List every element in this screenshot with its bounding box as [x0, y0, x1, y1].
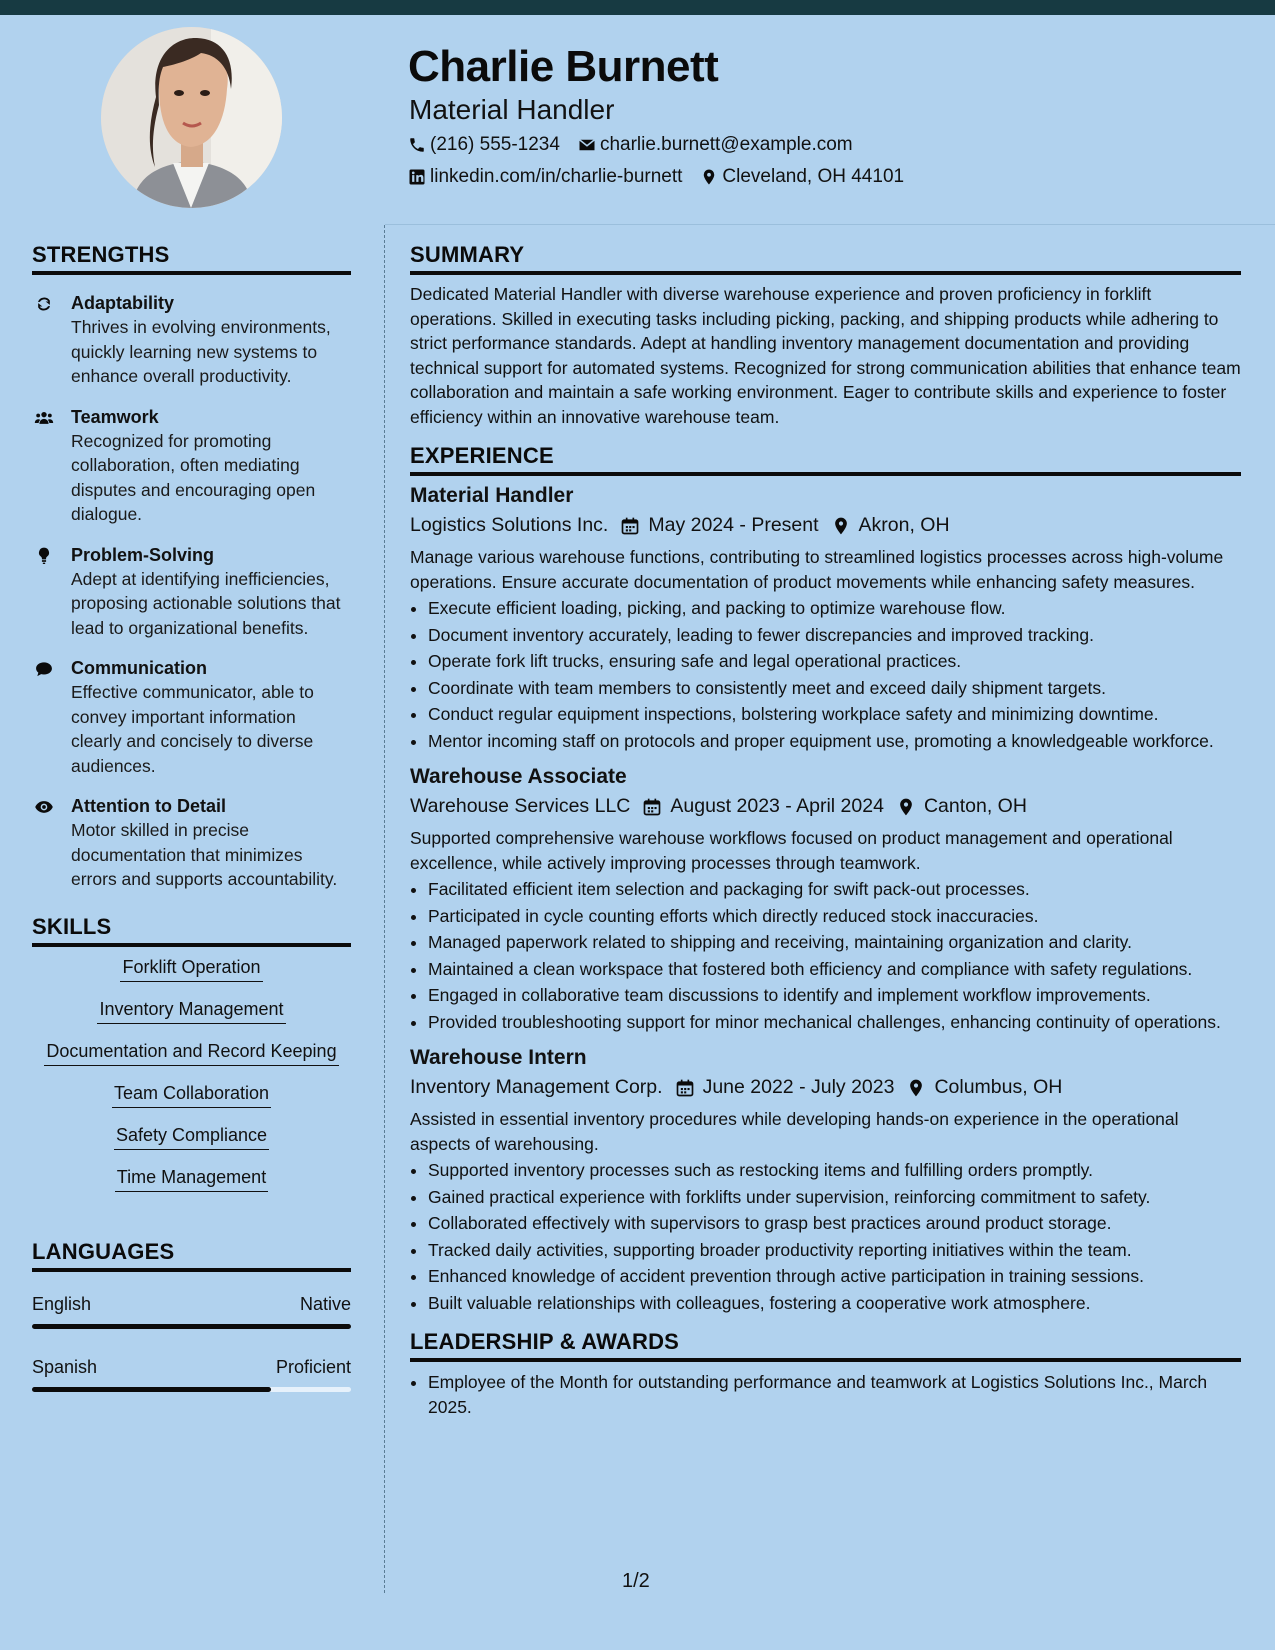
proficiency-bar — [32, 1387, 351, 1392]
strength-title: Adaptability — [71, 293, 175, 313]
strength-title: Problem-Solving — [71, 544, 215, 565]
map-pin-icon — [896, 797, 916, 817]
bullet-item: • Built valuable relationships with colleagues, fostering a cooperative work atmosphere. — [428, 1291, 1241, 1316]
email-contact[interactable] — [578, 134, 853, 156]
phone-contact[interactable] — [408, 134, 560, 156]
profile-photo — [101, 27, 282, 208]
header-divider — [385, 224, 1275, 225]
awards-list — [410, 1370, 1241, 1419]
contact-row-2 — [408, 166, 922, 188]
linkedin-icon — [408, 168, 426, 186]
job-entry — [410, 765, 1241, 1034]
skill-tag: Documentation and Record Keeping — [44, 1041, 338, 1066]
bullet-item: • Supported inventory processes such as restocking items and fulfilling orders promptly. — [428, 1158, 1241, 1183]
strength-item — [32, 292, 351, 389]
bullet-item: • Enhanced knowledge of accident prevention through active participation in training sessions. — [428, 1264, 1241, 1289]
bullet-item: • Coordinate with team members to consistently meet and exceed daily shipment targets. — [428, 676, 1241, 701]
bullet-item: • Tracked daily activities, supporting broader productivity reporting initiatives within the team. — [428, 1238, 1241, 1263]
summary-text: Dedicated Material Handler with diverse warehouse experience and proven proficiency in forklift operations. Skilled in executing tasks including picking, packing, and shipping products while adhering to strict performance standards. Adept at handling inventory management documentation and providing technical support for automated systems. Recognized for strong communication abilities that enhance team collaboration and maintain a safe working environment. Eager to contribute skills and experience to foster efficiency within an innovative warehouse team. — [410, 284, 1241, 427]
calendar-icon — [675, 1078, 695, 1098]
job-company: Warehouse Services LLC — [410, 795, 631, 817]
map-pin-icon — [906, 1078, 926, 1098]
proficiency-bar — [32, 1324, 351, 1329]
job-title: Material Handler — [410, 484, 574, 507]
job-company: Logistics Solutions Inc. — [410, 514, 609, 536]
strength-title: Attention to Detail — [71, 796, 226, 816]
envelope-icon — [578, 136, 596, 154]
skills-list — [32, 957, 351, 1209]
email-text: charlie.burnett@example.com — [599, 134, 853, 155]
summary-heading: SUMMARY — [410, 242, 1241, 275]
contact-row-1 — [408, 134, 871, 156]
map-pin-icon — [700, 168, 718, 186]
page-number: 1/2 — [622, 1570, 650, 1592]
map-pin-icon — [831, 516, 851, 536]
proficiency-fill — [32, 1324, 351, 1329]
awards-heading: LEADERSHIP & AWARDS — [410, 1329, 1241, 1362]
language-name: Spanish — [32, 1356, 98, 1377]
candidate-title: Material Handler — [409, 94, 615, 125]
job-meta — [410, 795, 1241, 818]
language-name: English — [32, 1293, 92, 1314]
bullet-item: • Managed paperwork related to shipping and receiving, maintaining organization and clarity. — [428, 930, 1241, 955]
right-column — [410, 242, 1241, 1419]
sync-icon — [32, 294, 56, 314]
skill-tag: Safety Compliance — [114, 1125, 269, 1150]
users-icon — [32, 408, 56, 428]
language-level: Proficient — [275, 1356, 351, 1377]
calendar-icon — [620, 516, 640, 536]
bullet-item: • Gained practical experience with forklifts under supervision, reinforcing commitment to safety. — [428, 1185, 1241, 1210]
strength-desc: Effective communicator, able to convey important information clearly and concisely to diverse audiences. — [71, 682, 314, 776]
bullet-item: • Mentor incoming staff on protocols and proper equipment use, promoting a knowledgeable workforce. — [428, 729, 1241, 754]
job-title: Warehouse Intern — [410, 1046, 587, 1069]
skill-tag: Time Management — [115, 1167, 268, 1192]
job-bullets — [410, 877, 1241, 1034]
job-summary: Supported comprehensive warehouse workflows focused on product management and operational excellence, while actively improving processes through teamwork. — [410, 828, 1173, 873]
job-location: Columbus, OH — [934, 1076, 1063, 1098]
bullet-item: • Execute efficient loading, picking, and packing to optimize warehouse flow. — [428, 596, 1241, 621]
top-accent-bar — [0, 0, 1275, 15]
strength-item — [32, 544, 351, 641]
job-dates: August 2023 - April 2024 — [670, 795, 884, 817]
job-summary: Assisted in essential inventory procedures while developing hands-on experience in the operational aspects of warehousing. — [410, 1109, 1179, 1154]
strength-desc: Adept at identifying inefficiencies, proposing actionable solutions that lead to organizational benefits. — [71, 568, 341, 638]
job-bullets — [410, 1158, 1241, 1315]
phone-text: (216) 555-1234 — [430, 134, 560, 155]
job-title: Warehouse Associate — [410, 765, 627, 788]
strengths-heading: STRENGTHS — [32, 242, 351, 275]
location-text: Cleveland, OH 44101 — [722, 166, 905, 187]
eye-icon — [32, 797, 56, 817]
bullet-item: • Maintained a clean workspace that fostered both efficiency and compliance with safety regulations. — [428, 957, 1241, 982]
job-company: Inventory Management Corp. — [410, 1076, 663, 1098]
job-location: Canton, OH — [923, 795, 1027, 817]
strength-desc: Recognized for promoting collaboration, often mediating disputes and encouraging open dialogue. — [71, 430, 316, 524]
strength-desc: Motor skilled in precise documentation that minimizes errors and supports accountability. — [71, 820, 338, 889]
award-item: • Employee of the Month for outstanding performance and teamwork at Logistics Solutions Inc., March 2025. — [428, 1370, 1241, 1419]
phone-icon — [408, 136, 426, 154]
strength-item — [32, 406, 351, 527]
job-entry — [410, 1046, 1241, 1315]
bullet-item: • Document inventory accurately, leading to fewer discrepancies and improved tracking. — [428, 623, 1241, 648]
location-contact — [700, 166, 904, 188]
experience-heading: EXPERIENCE — [410, 443, 1241, 476]
skill-tag: Forklift Operation — [120, 957, 262, 982]
lightbulb-icon — [32, 546, 56, 566]
languages-heading: LANGUAGES — [32, 1239, 351, 1272]
strength-item — [32, 657, 351, 778]
skill-tag: Team Collaboration — [112, 1083, 271, 1108]
strength-desc: Thrives in evolving environments, quickly learning new systems to enhance overall productivity. — [71, 317, 331, 386]
job-location: Akron, OH — [858, 514, 950, 536]
job-entry — [410, 484, 1241, 753]
language-item — [32, 1294, 351, 1329]
left-column — [32, 242, 351, 1392]
bullet-item: • Collaborated effectively with supervisors to grasp best practices around product storage. — [428, 1211, 1241, 1236]
calendar-icon — [642, 797, 662, 817]
proficiency-fill — [32, 1387, 271, 1392]
linkedin-text: linkedin.com/in/charlie-burnett — [430, 166, 683, 187]
bullet-item: • Engaged in collaborative team discussions to identify and implement workflow improvements. — [428, 983, 1241, 1008]
bullet-item: • Participated in cycle counting efforts which directly reduced stock inaccuracies. — [428, 904, 1241, 929]
job-dates: June 2022 - July 2023 — [702, 1076, 895, 1098]
strength-title: Teamwork — [71, 406, 159, 427]
bullet-item: • Operate fork lift trucks, ensuring safe and legal operational practices. — [428, 649, 1241, 674]
bullet-item: • Facilitated efficient item selection and packaging for swift pack-out processes. — [428, 877, 1241, 902]
strength-title: Communication — [71, 658, 208, 678]
job-meta — [410, 514, 1241, 537]
speech-bubble-icon — [32, 659, 56, 679]
bullet-item: • Provided troubleshooting support for minor mechanical challenges, enhancing continuity of operations. — [428, 1010, 1241, 1035]
linkedin-contact[interactable] — [408, 166, 682, 188]
job-summary: Manage various warehouse functions, contributing to streamlined logistics processes across high-volume operations. Ensure accurate documentation of product movements while enhancing safety measures. — [410, 547, 1224, 592]
strength-item — [32, 795, 351, 892]
skills-heading: SKILLS — [32, 914, 351, 947]
job-meta — [410, 1076, 1241, 1099]
column-divider — [384, 225, 385, 1593]
language-item — [32, 1357, 351, 1392]
bullet-item: • Conduct regular equipment inspections, bolstering workplace safety and minimizing downtime. — [428, 702, 1241, 727]
skill-tag: Inventory Management — [97, 999, 285, 1024]
job-bullets — [410, 596, 1241, 753]
candidate-name: Charlie Burnett — [408, 42, 719, 91]
job-dates: May 2024 - Present — [648, 514, 819, 536]
language-level: Native — [299, 1293, 351, 1314]
